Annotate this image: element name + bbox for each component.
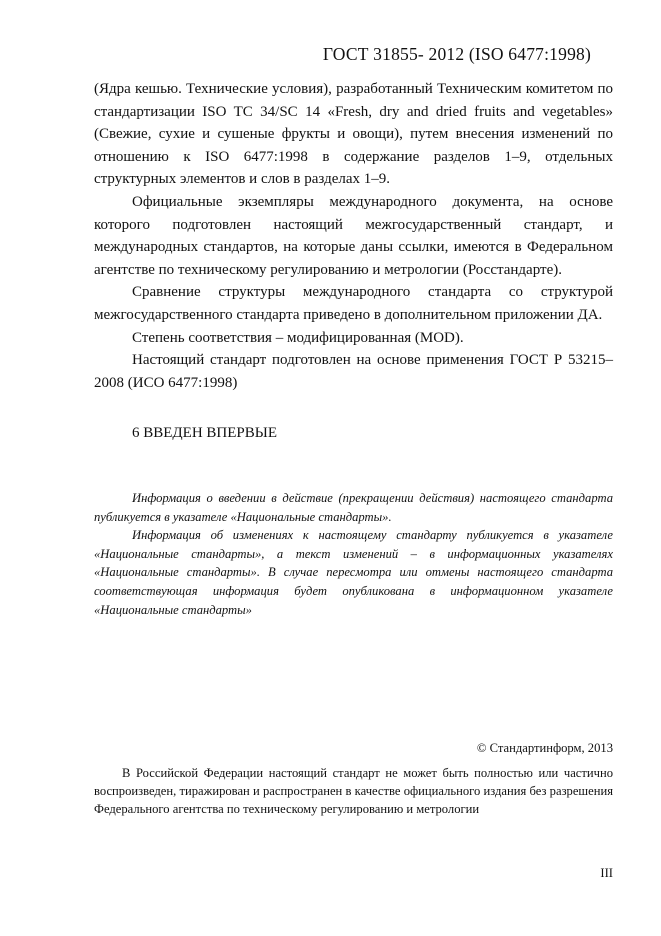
rights-notice-text: В Российской Федерации настоящий стандарт не может быть полностью или частично воспроизведен, тиражирован и распространен в качестве официального издания без разрешения Федерального агентства по техническому регулированию и метрологии: [94, 766, 613, 817]
rights-notice: [94, 764, 613, 819]
section-6-heading: 6 ВВЕДЕН ВПЕРВЫЕ: [132, 425, 277, 441]
copyright-line: © Стандартинформ, 2013: [476, 741, 613, 755]
main-text: [94, 78, 613, 394]
paragraph-conformity-degree: Степень соответствия – модифицированная (MOD).: [132, 329, 464, 346]
paragraph-structure-comparison: Сравнение структуры международного стандарта со структурой межгосударственного стандарта приведено в дополнительном приложении ДА.: [94, 284, 613, 323]
paragraph-official-copies: Официальные экземпляры международного документа, на основе которого подготовлен настоящий межгосударственный стандарт, и международных стандартов, на которые даны ссылки, имеются в Федеральном агентстве по техническому регулированию и метрологии (Росстандарте).: [94, 193, 613, 278]
paragraph-origin: (Ядра кешью. Технические условия), разработанный Техническим комитетом по стандартизации ISO TC 34/SC 14 «Fresh, dry and dried fruits and vegetables» (Свежие, сухие и сушеные фрукты и овощи), путем внесения изменений по отношению к ISO 6477:1998 в содержание разделов 1–9, отдельных структурных элементов и слов в разделах 1–9.: [94, 81, 613, 188]
note-changes: Информация об изменениях к настоящему стандарту публикуется в указателе «Национальные стандарты», а текст изменений – в информационных указателях «Национальные стандарты». В случае пересмотра или отмены настоящего стандарта соответствующая информация будет опубликована в информационном указателе «Национальные стандарты»: [94, 528, 613, 617]
page-header: ГОСТ 31855- 2012 (ISO 6477:1998): [322, 44, 591, 64]
paragraph-basis: Настоящий стандарт подготовлен на основе применения ГОСТ Р 53215–2008 (ИСО 6477:1998): [94, 352, 613, 391]
information-notes: [94, 489, 613, 619]
note-introduction: Информация о введении в действие (прекращении действия) настоящего стандарта публикуется в указателе «Национальные стандарты».: [94, 491, 613, 524]
page-number: III: [600, 866, 613, 880]
